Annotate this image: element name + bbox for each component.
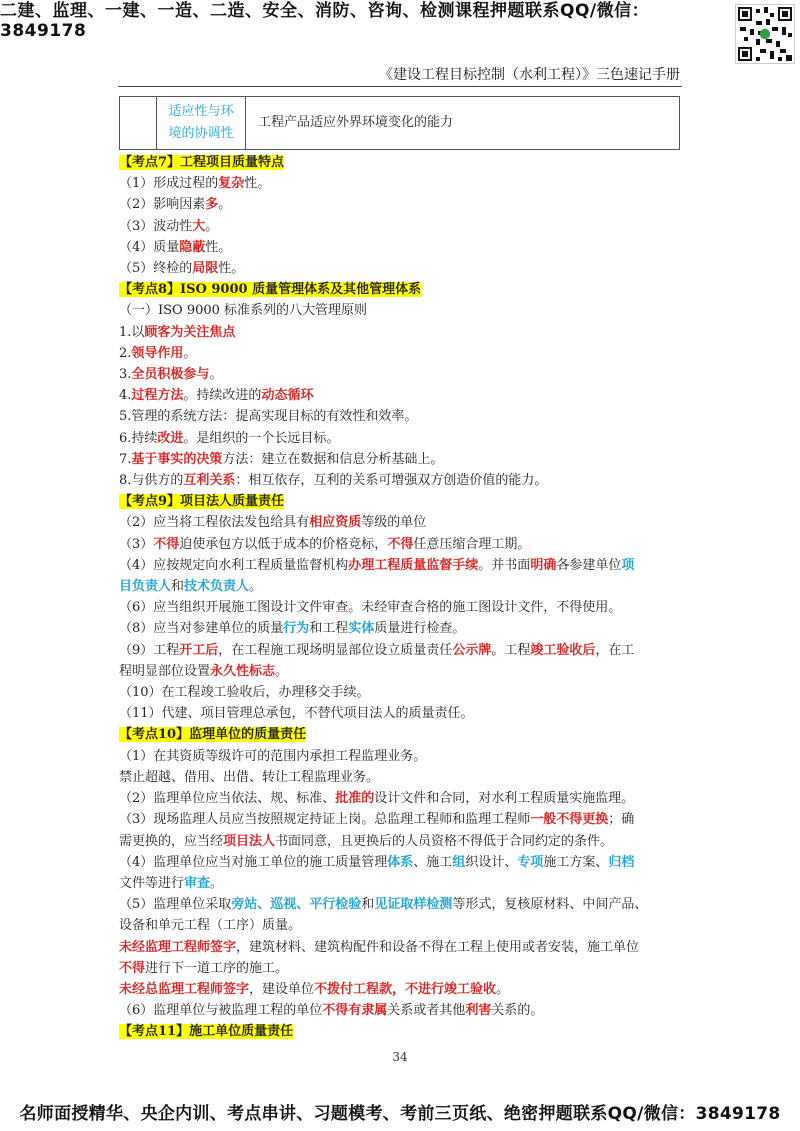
book-title: 《建设工程目标控制（水利工程）》三色速记手册 <box>379 67 680 83</box>
list-item: 设备和单元工程（工序）质量。 <box>119 918 302 934</box>
list-item: 4.过程方法。持续改进的动态循环 <box>119 388 314 404</box>
list-item: （8）应当对参建单位的质量行为和工程实体质量进行检查。 <box>119 621 466 637</box>
list-item: （5）监理单位采取旁站、巡视、平行检验和见证取样检测等形式，复核原材料、中间产品、 <box>119 897 648 913</box>
list-item: 未经总监理工程师签字，建设单位不拨付工程款，不进行竣工验收。 <box>119 981 510 997</box>
list-item: （6）监理单位与被监理工程的单位不得有隶属关系或者其他利害关系的。 <box>119 1003 544 1019</box>
heading-highlight: 【考点9】项目法人质量责任 <box>119 494 285 510</box>
list-item: 程明显部位设置永久性标志。 <box>119 663 289 679</box>
list-item: 不得进行下一道工序的施工。 <box>119 960 289 976</box>
category-line: 适应性与环 <box>168 104 234 119</box>
table-cell-blank <box>120 97 157 150</box>
property-table <box>119 96 680 150</box>
list-item: （2）监理单位应当依法、规、标准、批准的设计文件和合同，对水利工程质量实施监理。 <box>119 791 635 807</box>
list-item: （2）影响因素多。 <box>119 197 232 213</box>
section-heading-7 <box>119 152 683 173</box>
list-item: （10）在工程竣工验收后，办理移交手续。 <box>119 685 370 701</box>
heading-highlight: 【考点11】施工单位质量责任 <box>119 1024 294 1040</box>
list-item: （3）波动性大。 <box>119 218 219 234</box>
page-number: 34 <box>392 1050 408 1064</box>
list-item: （2）应当将工程依法发包给具有相应资质等级的单位 <box>119 515 427 531</box>
list-item: 未经监理工程师签字，建筑材料、建筑构配件和设备不得在工程上使用或者安装，施工单位 <box>119 939 640 955</box>
list-item: 8.与供方的互利关系：相互依存，互利的关系可增强双方创造价值的能力。 <box>119 473 548 489</box>
section-heading-9 <box>119 491 683 512</box>
list-item: 6.持续改进。是组织的一个长远目标。 <box>119 430 340 446</box>
list-item: （4）质量隐蔽性。 <box>119 239 232 255</box>
list-item: 1.以顾客为关注焦点 <box>119 324 236 340</box>
table-cell-description: 工程产品适应外界环境变化的能力 <box>246 97 680 150</box>
list-item: 目负责人和技术负责人。 <box>119 579 263 595</box>
list-item: 禁止超越、借用、出借、转让工程监理业务。 <box>119 769 380 785</box>
list-item: 5.管理的系统方法：提高实现目标的有效性和效率。 <box>119 409 418 425</box>
heading-highlight: 【考点8】ISO 9000 质量管理体系及其他管理体系 <box>119 282 422 298</box>
heading-highlight: 【考点10】监理单位的质量责任 <box>119 727 307 743</box>
list-item: 需更换的，应当经项目法人书面同意，且更换后的人员资格不得低于合同约定的条件。 <box>119 833 614 849</box>
list-item: （6）应当组织开展施工图设计文件审查。未经审查合格的施工图设计文件，不得使用。 <box>119 600 622 616</box>
list-item: （9）工程开工后，在工程施工现场明显部位设立质量责任公示牌。工程竣工验收后，在工 <box>119 642 635 658</box>
bottom-banner: 名师面授精华、央企内训、考点串讲、习题模考、考前三页纸、绝密押题联系QQ/微信：3849178 <box>19 1104 781 1124</box>
list-item: 文件等进行审查。 <box>119 875 224 891</box>
list-item: （3）不得迫使承包方以低于成本的价格竞标，不得任意压缩合理工期。 <box>119 536 531 552</box>
list-item: （3）现场监理人员应当按照规定持证上岗。总监理工程师和监理工程师一般不得更换；确 <box>119 812 635 828</box>
page-content <box>119 96 683 1043</box>
header-divider <box>118 86 682 87</box>
heading-highlight: 【考点7】工程项目质量特点 <box>119 155 285 170</box>
list-item: 2.领导作用。 <box>119 345 197 361</box>
list-item: （1）在其资质等级许可的范围内承担工程监理业务。 <box>119 748 427 764</box>
qr-code-icon <box>735 4 795 64</box>
list-item: （1）形成过程的复杂性。 <box>119 176 271 192</box>
section-heading-8 <box>119 279 683 300</box>
section-heading-10 <box>119 724 683 745</box>
sub-heading: （一）ISO 9000 标准系列的八大管理原则 <box>119 303 368 319</box>
list-item: （11）代建、项目管理总承包，不替代项目法人的质量责任。 <box>119 706 474 722</box>
table-row <box>120 97 680 150</box>
list-item: 3.全员积极参与。 <box>119 367 223 383</box>
list-item: （4）应按规定向水利工程质量监督机构办理工程质量监督手续。并书面明确各参建单位项 <box>119 557 635 573</box>
list-item: （5）终检的局限性。 <box>119 261 245 277</box>
top-banner: 二建、监理、一建、一造、二造、安全、消防、咨询、检测课程押题联系QQ/微信：3849178 <box>0 0 650 41</box>
category-line: 境的协调性 <box>168 126 234 141</box>
list-item: （4）监理单位应当对施工单位的施工质量管理体系、施工组织设计、专项施工方案、归档 <box>119 854 635 870</box>
list-item: 7.基于事实的决策方法：建立在数据和信息分析基础上。 <box>119 451 444 467</box>
table-cell-category <box>157 97 246 150</box>
section-heading-11 <box>119 1021 683 1042</box>
